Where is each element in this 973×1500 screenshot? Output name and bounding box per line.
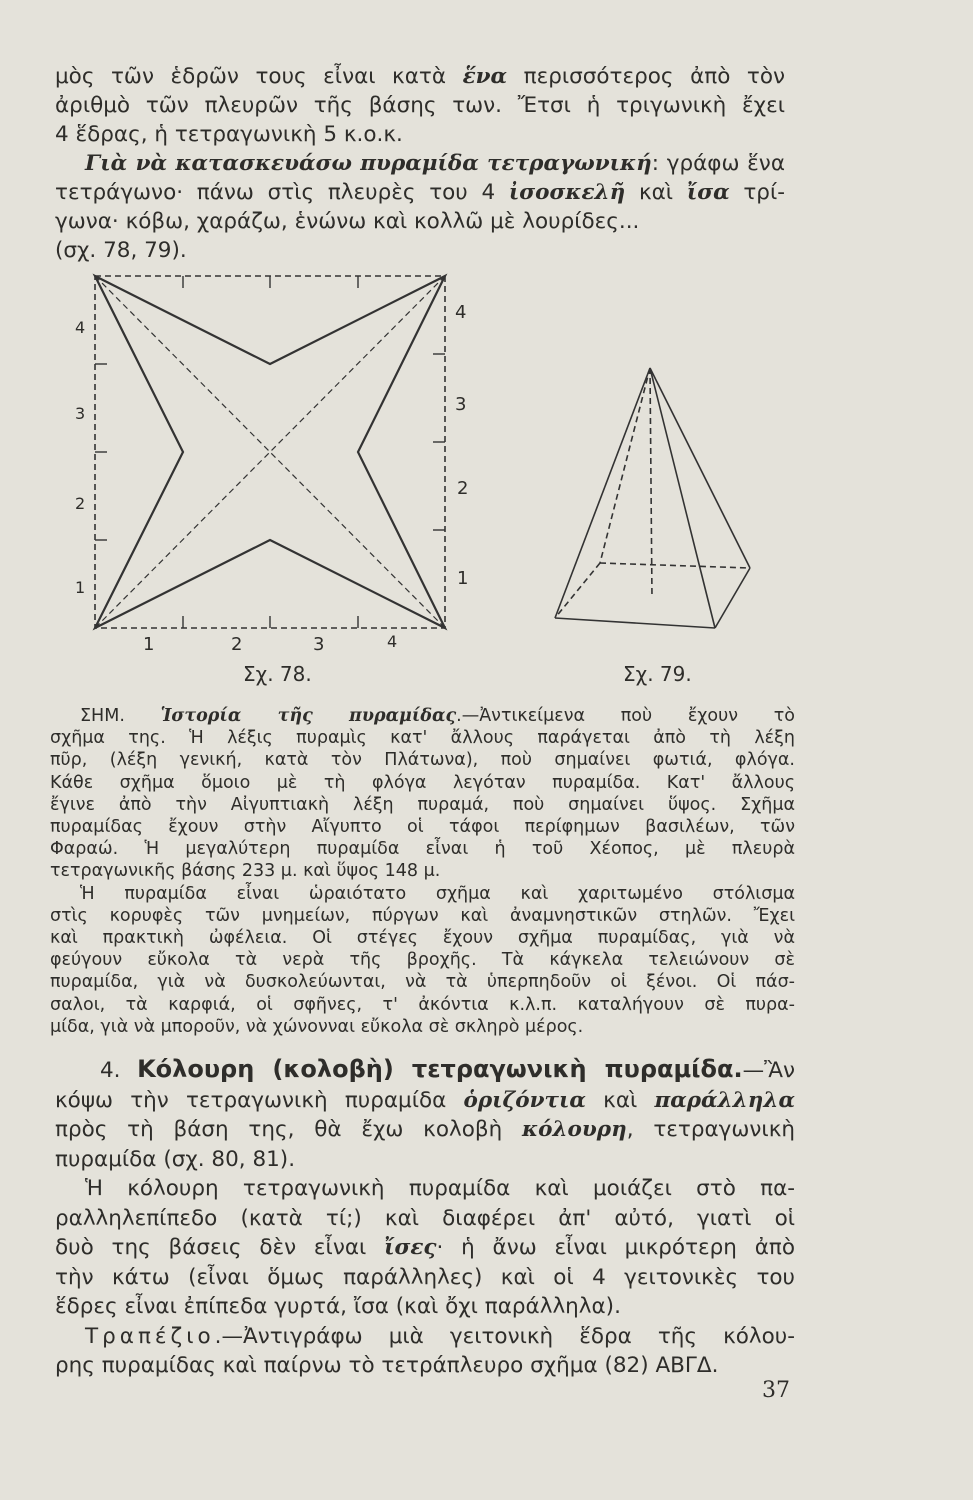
- text: · ἡ ἄνω εἶναι μικρότερη ἀπὸ: [436, 1235, 795, 1260]
- figure-78-caption: Σχ. 78.: [243, 662, 312, 686]
- section-line: πυραμίδα (σχ. 80, 81).: [55, 1146, 296, 1172]
- text: δυὸ της βάσεις δὲν εἶναι: [55, 1235, 385, 1260]
- text: ΣΗΜ.: [80, 706, 161, 726]
- pyramid-edge: [650, 368, 715, 628]
- side-label-left: 1: [75, 578, 86, 597]
- side-label-right: 3: [455, 394, 467, 415]
- page-number: 37: [762, 1378, 790, 1403]
- side-label-left: 3: [75, 404, 86, 423]
- note-line: Φαραώ. Ἡ μεγαλύτερη πυραμίδα εἶναι ἡ τοῦ Χέοπος, μὲ πλευρὰ: [50, 839, 795, 860]
- section-line: [55, 1322, 795, 1352]
- note-line: φεύγουν εὔκολα τὰ νερὰ τῆς βροχῆς. Τὰ κάγκελα τελειώνουν σὲ: [50, 950, 795, 971]
- side-label-right: 4: [455, 302, 467, 323]
- text-line: [55, 149, 785, 178]
- text: τετράγωνο· πάνω στὶς πλευρὲς του 4: [55, 180, 509, 205]
- hidden-edge: [555, 563, 600, 618]
- history-note: [50, 705, 795, 1038]
- side-label-right: 1: [457, 568, 469, 589]
- note-line: ἔγινε ἀπὸ τὴν Αἰγυπτιακὴ λέξη πυραμά, ποὺ σημαίνει ὕψος. Σχῆμα: [50, 794, 795, 815]
- note-line: σχῆμα της. Ἡ λέξις πυραμὶς κατ' ἄλλους παράγεται ἀπὸ τὴ λέξη: [50, 728, 795, 749]
- italic-text: Γιὰ νὰ κατασκευάσω πυραμίδα τετραγωνική: [85, 151, 652, 176]
- note-line: τετραγωνικῆς βάσης 233 μ. καὶ ὕψος 148 μ.: [50, 861, 441, 882]
- pyramid-edge: [555, 368, 650, 618]
- pyramid-edge: [650, 368, 750, 568]
- italic-text: Ἱστορία τῆς πυραμίδας: [160, 706, 457, 726]
- italic-text: παράλληλα: [654, 1087, 795, 1113]
- note-line: καὶ πρακτικὴ ὠφέλεια. Οἱ στέγες ἔχουν σχῆμα πυραμίδας, γιὰ νὰ: [50, 928, 795, 949]
- section-number: 4.: [100, 1058, 121, 1083]
- figure-drawings: [55, 258, 795, 698]
- figures-area: [55, 258, 795, 698]
- text: τρί-: [729, 180, 785, 205]
- hidden-edge: [600, 563, 750, 568]
- text: μὸς τῶν ἑδρῶν τους εἶναι κατὰ: [55, 64, 463, 89]
- note-line: σαλοι, τὰ καρφιά, οἱ σφῆνες, τ' ἀκόντια κ.λ.π. καταλήγουν σὲ πυρα-: [50, 994, 795, 1015]
- pyramid-base-edge: [715, 568, 750, 628]
- text-line: ἀριθμὸ τῶν πλευρῶν τῆς βάσης των. Ἔτσι ἡ τριγωνικὴ ἔχει: [55, 93, 785, 118]
- section-line: ραλληλεπίπεδο (κατὰ τί;) καὶ διαφέρει ἀπ' αὐτό, γιατὶ οἱ: [55, 1205, 795, 1231]
- section-line: τὴν κάτω (εἶναι ὅμως παράλληλες) καὶ οἱ 4 γειτονικὲς του: [55, 1264, 795, 1290]
- note-line: στὶς κορυφὲς τῶν μνημείων, πύργων καὶ ἀναμνηστικῶν στηλῶν. Ἔχει: [50, 905, 795, 926]
- text: —Ἂν: [742, 1058, 795, 1083]
- hidden-edge: [600, 368, 650, 563]
- text-line: 4 ἕδρας, ἡ τετραγωνικὴ 5 κ.ο.κ.: [55, 122, 403, 147]
- text: καὶ: [585, 1087, 655, 1113]
- section-line: [55, 1233, 795, 1263]
- note-line: Ἡ πυραμίδα εἶναι ὡραιότατο σχῆμα καὶ χαριτωμένο στόλισμα: [80, 883, 795, 904]
- section-4: [55, 1055, 795, 1381]
- figure-79-caption: Σχ. 79.: [623, 662, 692, 686]
- italic-text: ἕνα: [462, 64, 508, 89]
- section-line: [55, 1115, 795, 1145]
- spaced-term: Τραπέζιο: [85, 1323, 215, 1349]
- side-label-left: 4: [75, 318, 86, 337]
- text: περισσότερος ἀπὸ τὸν: [507, 64, 785, 89]
- text-line: γωνα· κόβω, χαράζω, ἑνώνω καὶ κολλῶ μὲ λουρίδες...: [55, 209, 640, 234]
- note-line: Κάθε σχῆμα ὅμοιο μὲ τὴ φλόγα λεγόταν πυραμίδα. Κατ' ἄλλους: [50, 772, 795, 793]
- text: .—Ἀντικείμενα ποὺ ἔχουν τὸ: [456, 706, 795, 726]
- italic-text: ἰσοσκελῆ: [508, 180, 626, 205]
- text-line: [55, 178, 785, 207]
- pyramid-net-figure: [95, 276, 445, 628]
- text: .—Ἀντιγράφω μιὰ γειτονικὴ ἕδρα τῆς κόλου-: [214, 1323, 795, 1349]
- side-label-left: 2: [75, 494, 86, 513]
- section-line: [55, 1086, 795, 1116]
- text: καὶ: [625, 180, 687, 205]
- text: : γράφω ἕνα: [651, 151, 785, 176]
- intro-text: [55, 62, 785, 265]
- section-line: Ἡ κόλουρη τετραγωνικὴ πυραμίδα καὶ μοιάζει στὸ πα-: [85, 1176, 795, 1201]
- text: , τετραγωνικὴ: [626, 1117, 795, 1142]
- height-line: [650, 368, 652, 598]
- bottom-label: 1: [143, 634, 155, 655]
- pyramid-base-edge: [555, 618, 715, 628]
- italic-text: ἴσες: [384, 1235, 437, 1260]
- note-line: [50, 705, 795, 727]
- bottom-label: 3: [313, 634, 325, 655]
- bottom-label: 2: [231, 634, 243, 655]
- italic-text: ὁριζόντια: [463, 1087, 586, 1113]
- section-title: Κόλουρη (κολοβὴ) τετραγωνικὴ πυραμίδα.: [137, 1055, 743, 1083]
- side-label-right: 2: [457, 478, 469, 499]
- section-heading: [55, 1055, 795, 1086]
- text-line: [55, 62, 785, 91]
- text-line: (σχ. 78, 79).: [55, 238, 187, 263]
- pyramid-figure: [555, 368, 750, 628]
- text: πρὸς τὴ βάση της, θὰ ἔχω κολοβὴ: [55, 1117, 523, 1142]
- text: κόψω τὴν τετραγωνικὴ πυραμίδα: [55, 1087, 464, 1113]
- italic-text: ἴσα: [686, 180, 730, 205]
- note-line: μίδα, γιὰ νὰ μποροῦν, νὰ χώνονναι εὔκολα σὲ σκληρὸ μέρος.: [50, 1016, 584, 1037]
- note-line: πυραμίδα, γιὰ νὰ δυσκολεύωνται, νὰ τὰ ὑπερπηδοῦν οἱ ξένοι. Οἱ πάσ-: [50, 972, 795, 993]
- section-line: ἕδρες εἶναι ἐπίπεδα γυρτά, ἴσα (καὶ ὄχι παράλληλα).: [55, 1294, 621, 1319]
- note-line: πυραμίδας ἔχουν στὴν Αἴγυπτο οἱ τάφοι περίφημων βασιλέων, τῶν: [50, 817, 795, 838]
- italic-text: κόλουρη: [522, 1117, 627, 1142]
- section-line: ρης πυραμίδας καὶ παίρνω τὸ τετράπλευρο σχῆμα (82) ΑΒΓΔ.: [55, 1353, 719, 1378]
- bottom-label: 4: [387, 632, 398, 651]
- note-line: πῦρ, (λέξη γενική, κατὰ τὸν Πλάτωνα), ποὺ σημαίνει φωτιά, φλόγα.: [50, 750, 795, 771]
